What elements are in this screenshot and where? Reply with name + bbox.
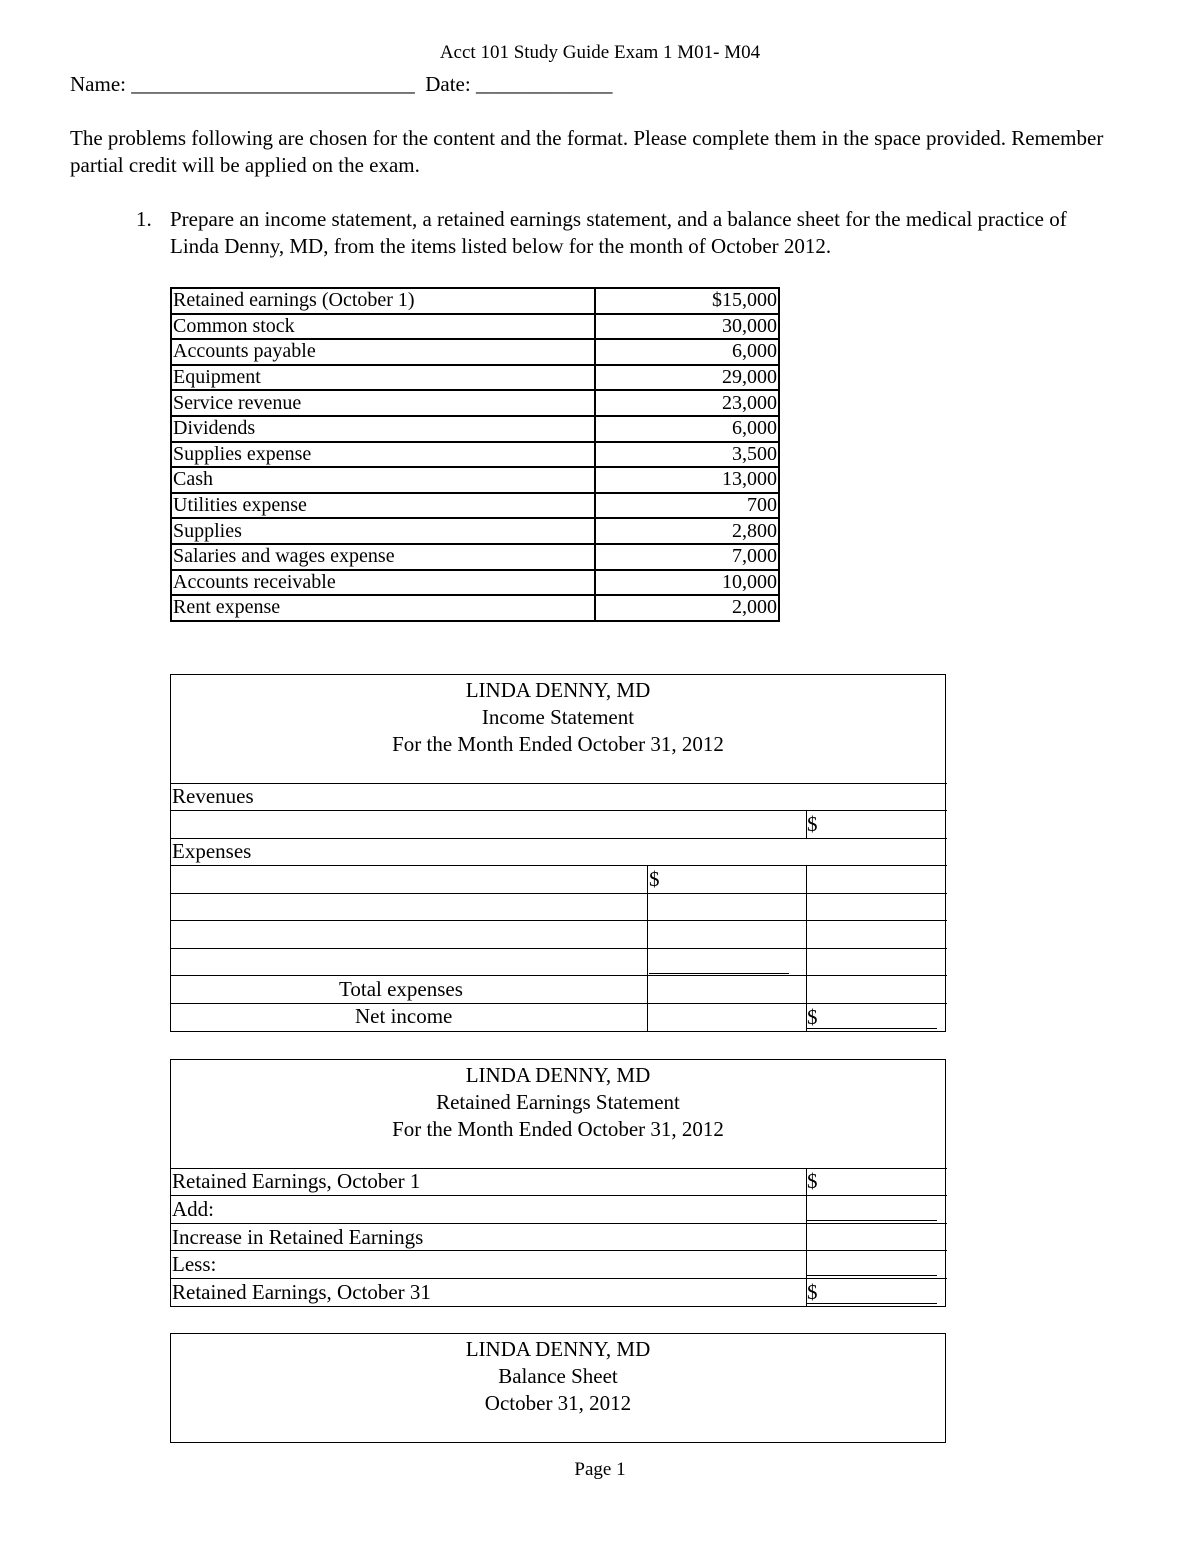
expenses-underline [649, 973, 789, 974]
income-statement-period: For the Month Ended October 31, 2012 [392, 732, 724, 756]
bs-date: October 31, 2012 [484, 1391, 632, 1415]
item-row [171, 595, 779, 621]
item-value: 2,000 [595, 595, 779, 621]
items-table [170, 287, 780, 622]
item-value: 7,000 [595, 544, 779, 570]
item-row [171, 339, 779, 365]
item-value: 30,000 [595, 314, 779, 340]
item-row [171, 442, 779, 468]
instructions: The problems following are chosen for the content and the format. Please complete them in the space provided. Remember partial credit will be applied on the exam. [70, 126, 1104, 177]
item-label: Supplies [171, 518, 595, 544]
re-grid [171, 1168, 947, 1306]
total-expenses-label: Total expenses [339, 977, 463, 1001]
item-label: Rent expense [171, 595, 595, 621]
expense-dollar-sign: $ [649, 867, 660, 891]
item-label: Equipment [171, 365, 595, 391]
re-beginning-dollar-sign: $ [807, 1169, 818, 1193]
item-value: 6,000 [595, 339, 779, 365]
item-value: 13,000 [595, 467, 779, 493]
re-row-add: Add: [172, 1197, 214, 1221]
item-label: Retained earnings (October 1) [171, 288, 595, 314]
item-row [171, 467, 779, 493]
income-company-name: LINDA DENNY, MD [465, 678, 651, 702]
item-row [171, 518, 779, 544]
item-row [171, 314, 779, 340]
expenses-label: Expenses [172, 839, 252, 863]
item-label: Dividends [171, 416, 595, 442]
re-row-increase: Increase in Retained Earnings [172, 1225, 424, 1249]
document-title: Acct 101 Study Guide Exam 1 M01- M04 [439, 42, 761, 63]
item-label: Common stock [171, 314, 595, 340]
income-grid [171, 783, 947, 1031]
revenues-label: Revenues [172, 784, 254, 808]
re-row-beginning: Retained Earnings, October 1 [172, 1169, 421, 1193]
re-ending-dollar-sign: $ [807, 1280, 818, 1304]
net-income-dollar-sign: $ [807, 1005, 818, 1029]
item-row [171, 365, 779, 391]
net-income-underline [807, 1028, 937, 1029]
item-label: Service revenue [171, 390, 595, 416]
item-value: 700 [595, 493, 779, 519]
re-row-ending: Retained Earnings, October 31 [172, 1280, 431, 1304]
item-value: 2,800 [595, 518, 779, 544]
item-row [171, 416, 779, 442]
item-row [171, 544, 779, 570]
income-statement [170, 674, 946, 1032]
re-statement-period: For the Month Ended October 31, 2012 [392, 1117, 724, 1141]
bs-title: Balance Sheet [498, 1364, 618, 1388]
item-value: 3,500 [595, 442, 779, 468]
item-label: Supplies expense [171, 442, 595, 468]
item-label: Cash [171, 467, 595, 493]
item-value: 10,000 [595, 570, 779, 596]
item-value: 23,000 [595, 390, 779, 416]
retained-earnings-statement [170, 1059, 946, 1307]
item-label: Utilities expense [171, 493, 595, 519]
item-value: $15,000 [595, 288, 779, 314]
item-value: 6,000 [595, 416, 779, 442]
item-row [171, 570, 779, 596]
item-label: Accounts receivable [171, 570, 595, 596]
bs-company-name: LINDA DENNY, MD [465, 1337, 651, 1361]
item-row [171, 288, 779, 314]
question-number: 1. [136, 207, 152, 231]
item-row [171, 390, 779, 416]
page-number: Page 1 [574, 1459, 626, 1480]
item-value: 29,000 [595, 365, 779, 391]
name-date-line: Name: ___________________________ Date: _____________ [70, 72, 613, 96]
item-label: Salaries and wages expense [171, 544, 595, 570]
re-company-name: LINDA DENNY, MD [465, 1063, 651, 1087]
re-statement-title: Retained Earnings Statement [436, 1090, 680, 1114]
net-income-label: Net income [355, 1004, 453, 1028]
item-row [171, 493, 779, 519]
question-text: Prepare an income statement, a retained earnings statement, and a balance sheet for the medical practice of Linda Denny, MD, from the items listed below for the month of October 2012. [170, 207, 1067, 258]
revenue-dollar-sign: $ [807, 812, 818, 836]
re-row-less: Less: [172, 1252, 217, 1276]
income-statement-title: Income Statement [481, 705, 635, 729]
balance-sheet [170, 1333, 946, 1443]
item-label: Accounts payable [171, 339, 595, 365]
